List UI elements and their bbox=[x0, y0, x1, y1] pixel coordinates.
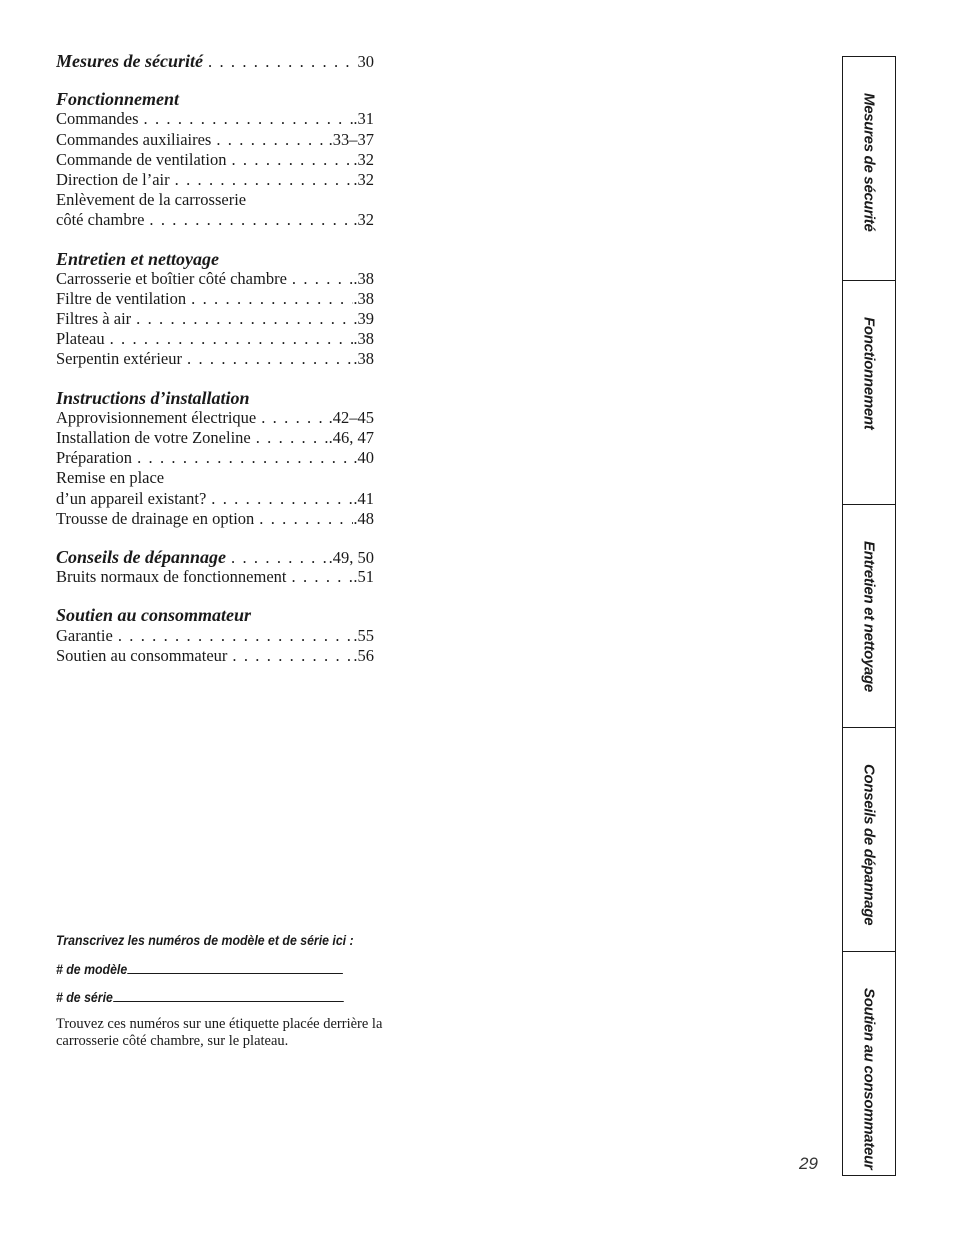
toc-leader-dots bbox=[131, 309, 353, 329]
toc-section-title[interactable] bbox=[56, 89, 374, 109]
toc-entry-label: Filtre de ventilation bbox=[56, 288, 187, 308]
toc-leader-dots bbox=[113, 626, 354, 646]
page-number: 29 bbox=[799, 1154, 818, 1173]
tab-soutien-au-consommateur[interactable] bbox=[843, 952, 895, 1175]
toc-entry-label: Bruits normaux de fonctionnement bbox=[56, 567, 287, 587]
toc-entry-label: Commande de ventilation bbox=[56, 149, 227, 169]
toc-entry-page: .38 bbox=[353, 268, 374, 288]
toc-entry[interactable] bbox=[56, 448, 374, 468]
toc-section-title-label: Entretien et nettoyage bbox=[56, 248, 219, 269]
toc-leader-dots bbox=[206, 489, 353, 509]
toc-entry-label: Soutien au consommateur bbox=[56, 645, 228, 665]
tab-entretien-et-nettoyage[interactable] bbox=[843, 505, 895, 729]
tab-label: Fonctionnement bbox=[860, 316, 878, 430]
toc-section-title-label: Instructions d’installation bbox=[56, 387, 250, 408]
toc-entry-page: .42–45 bbox=[328, 407, 374, 427]
toc-leader-dots bbox=[226, 548, 329, 567]
toc-leader-dots bbox=[251, 428, 329, 448]
toc-entry[interactable] bbox=[56, 170, 374, 190]
toc-leader-dots bbox=[226, 150, 353, 170]
toc-entry-page: .38 bbox=[353, 288, 374, 308]
section-tabs bbox=[842, 56, 896, 1176]
toc-entry-page: .51 bbox=[353, 567, 374, 587]
toc-entry-page: .46, 47 bbox=[328, 428, 374, 447]
toc-entry-label: Garantie bbox=[56, 625, 113, 645]
toc-entry[interactable] bbox=[56, 349, 374, 369]
tab-label: Mesures de sécurité bbox=[860, 93, 878, 232]
toc-entry[interactable] bbox=[56, 210, 374, 230]
toc-entry-label: Remise en place bbox=[56, 468, 165, 488]
toc-entry[interactable] bbox=[56, 567, 374, 587]
toc-section-title[interactable] bbox=[56, 249, 374, 269]
toc-section-page: 30 bbox=[357, 52, 374, 71]
toc-entry-page: .38 bbox=[353, 349, 374, 369]
toc-entry-label: Serpentin extérieur bbox=[56, 349, 182, 369]
toc-entry-label: d’un appareil existant? bbox=[56, 488, 207, 508]
toc-entry-label: Approvisionnement électrique bbox=[56, 407, 257, 427]
model-number-line[interactable] bbox=[127, 960, 343, 974]
toc-entry-page: .32 bbox=[353, 169, 374, 189]
toc-section bbox=[56, 249, 374, 370]
toc-entry-page: .32 bbox=[353, 210, 374, 230]
toc-entry-page: .40 bbox=[353, 448, 374, 468]
toc-entry-label: Enlèvement de la carrosserie bbox=[56, 190, 247, 210]
toc-section-title[interactable] bbox=[56, 605, 374, 625]
serial-number-label: # de série bbox=[56, 989, 113, 1005]
toc-entry[interactable] bbox=[56, 289, 374, 309]
toc-leader-dots bbox=[139, 109, 354, 129]
toc-entry[interactable] bbox=[56, 626, 374, 646]
toc-entry[interactable] bbox=[56, 428, 374, 448]
toc-leader-dots bbox=[287, 567, 354, 587]
table-of-contents bbox=[56, 51, 374, 684]
toc-leader-dots bbox=[144, 210, 353, 230]
toc-entry[interactable] bbox=[56, 646, 374, 666]
record-heading: Transcrivez les numéros de modèle et de série ici : bbox=[56, 932, 354, 948]
toc-section bbox=[56, 388, 374, 529]
toc-section-title-label: Mesures de sécurité bbox=[56, 51, 203, 71]
toc-leader-dots bbox=[227, 646, 353, 666]
toc-leader-dots bbox=[287, 269, 353, 289]
toc-entry-page: .55 bbox=[353, 625, 374, 645]
toc-entry-page: .56 bbox=[353, 645, 374, 665]
toc-section bbox=[56, 605, 374, 666]
toc-entry-label: Trousse de drainage en option bbox=[56, 508, 255, 528]
record-numbers-block bbox=[56, 932, 396, 1050]
toc-entry[interactable] bbox=[56, 489, 374, 509]
toc-leader-dots bbox=[182, 349, 353, 369]
toc-entry[interactable] bbox=[56, 408, 374, 428]
toc-entry-label: Préparation bbox=[56, 448, 133, 468]
toc-entry[interactable] bbox=[56, 309, 374, 329]
toc-section-title[interactable] bbox=[56, 547, 374, 567]
toc-entry-label: Filtres à air bbox=[56, 309, 132, 329]
toc-section-title-label: Fonctionnement bbox=[56, 89, 180, 110]
toc-leader-dots bbox=[170, 170, 354, 190]
model-number-label: # de modèle bbox=[56, 961, 128, 977]
toc-leader-dots bbox=[186, 289, 353, 309]
toc-entry[interactable] bbox=[56, 150, 374, 170]
toc-section bbox=[56, 89, 374, 230]
toc-entry[interactable] bbox=[56, 329, 374, 349]
model-number-field[interactable] bbox=[56, 960, 382, 980]
tab-label: Conseils de dépannage bbox=[860, 764, 878, 926]
serial-number-field[interactable] bbox=[56, 988, 382, 1008]
tab-fonctionnement[interactable] bbox=[843, 281, 895, 505]
toc-entry[interactable] bbox=[56, 509, 374, 529]
toc-entry-page: .38 bbox=[353, 329, 374, 349]
toc-section-page: .49, 50 bbox=[328, 547, 374, 567]
toc-section bbox=[56, 547, 374, 587]
toc-entry[interactable] bbox=[56, 190, 374, 210]
toc-entry-page: .32 bbox=[353, 149, 374, 169]
toc-entry[interactable] bbox=[56, 269, 374, 289]
tab-mesures-de-securite[interactable] bbox=[843, 57, 895, 281]
toc-leader-dots bbox=[256, 408, 328, 428]
toc-section-title-label: Conseils de dépannage bbox=[56, 546, 227, 567]
toc-leader-dots bbox=[105, 329, 354, 349]
toc-entry-label: Carrosserie et boîtier côté chambre bbox=[56, 268, 287, 288]
toc-entry-page: .33–37 bbox=[328, 129, 374, 149]
toc-entry-label: Commandes bbox=[56, 109, 139, 129]
toc-entry-page: .41 bbox=[353, 488, 374, 508]
toc-entry[interactable] bbox=[56, 130, 374, 150]
toc-leader-dots bbox=[132, 448, 353, 468]
toc-section-title[interactable] bbox=[56, 51, 374, 71]
tab-label: Soutien au consommateur bbox=[860, 988, 878, 1170]
toc-entry[interactable] bbox=[56, 468, 374, 488]
tab-label: Entretien et nettoyage bbox=[860, 540, 878, 692]
tab-conseils-de-depannage[interactable] bbox=[843, 728, 895, 952]
toc-leader-dots bbox=[203, 52, 358, 71]
toc-entry[interactable] bbox=[56, 109, 374, 129]
toc-entry-page: .48 bbox=[353, 508, 374, 528]
toc-entry-page: .39 bbox=[353, 309, 374, 329]
toc-leader-dots bbox=[254, 509, 353, 529]
toc-section-title-label: Soutien au consommateur bbox=[56, 605, 252, 626]
toc-section-title[interactable] bbox=[56, 388, 374, 408]
toc-entry-label: Installation de votre Zoneline bbox=[56, 428, 251, 447]
toc-leader-dots bbox=[211, 130, 328, 150]
toc-entry-label: Direction de l’air bbox=[56, 169, 170, 189]
toc-entry-label: côté chambre bbox=[56, 210, 145, 230]
toc-section bbox=[56, 51, 374, 71]
toc-entry-label: Plateau bbox=[56, 329, 105, 349]
toc-entry-label: Commandes auxiliaires bbox=[56, 129, 212, 149]
record-note: Trouvez ces numéros sur une étiquette placée derrière la carrosserie côté chambre, sur le plateau. bbox=[56, 1016, 383, 1049]
serial-number-line[interactable] bbox=[113, 988, 344, 1002]
toc-entry-page: .31 bbox=[353, 109, 374, 129]
